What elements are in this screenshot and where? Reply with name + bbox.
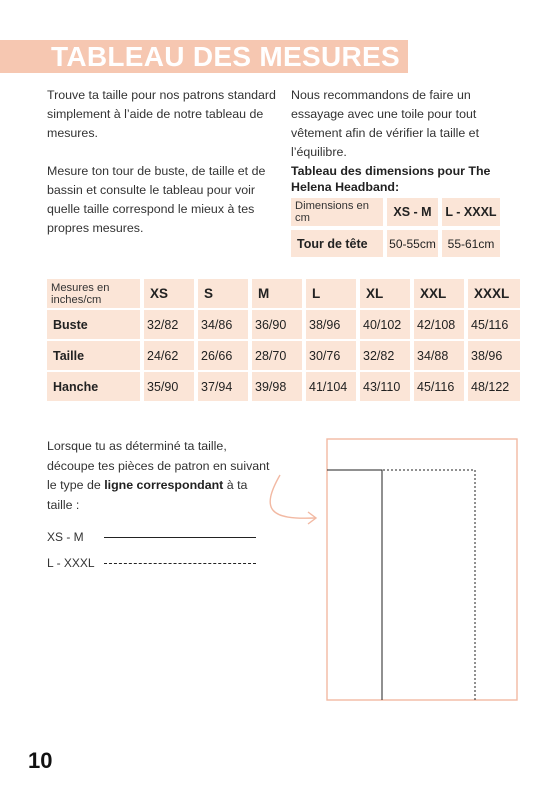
cell-hanche-xxl: 45/116	[414, 372, 464, 401]
pattern-dashed-line	[327, 470, 475, 700]
headband-row-label: Tour de tête	[291, 230, 383, 257]
pattern-solid-line	[327, 470, 382, 700]
cell-buste-s: 34/86	[198, 310, 248, 339]
row-label-taille: Taille	[47, 341, 140, 370]
headband-value-xs-m: 50-55cm	[387, 230, 438, 257]
size-table-header-label: Mesures en inches/cm	[47, 279, 140, 308]
legend-line-solid	[104, 537, 256, 538]
cell-taille-xl: 32/82	[360, 341, 410, 370]
headband-size-xs-m: XS - M	[387, 198, 438, 226]
size-header-xxxl: XXXL	[468, 279, 520, 308]
cell-hanche-xs: 35/90	[144, 372, 194, 401]
cutting-text-before: Lorsque tu as déterminé ta taille, découpe tes pièces de patron en suivant le type de	[47, 439, 270, 492]
headband-header-label: Dimensions en cm	[291, 198, 383, 226]
intro-paragraph-1: Trouve ta taille pour nos patrons standard simplement à l’aide de notre tableau de mesures.	[47, 88, 276, 140]
cell-buste-xxl: 42/108	[414, 310, 464, 339]
cell-buste-xxxl: 45/116	[468, 310, 520, 339]
cell-hanche-xxxl: 48/122	[468, 372, 520, 401]
size-header-xl: XL	[360, 279, 410, 308]
size-header-m: M	[252, 279, 302, 308]
size-header-xs: XS	[144, 279, 194, 308]
legend-label-l-xxxl: L - XXXL	[47, 556, 95, 570]
cell-buste-xl: 40/102	[360, 310, 410, 339]
size-header-l: L	[306, 279, 356, 308]
headband-size-l-xxxl: L - XXXL	[442, 198, 500, 226]
legend-label-xs-m: XS - M	[47, 530, 84, 544]
cell-hanche-l: 41/104	[306, 372, 356, 401]
page-title: TABLEAU DES MESURES	[51, 41, 400, 72]
cutting-text-bold: ligne correspondant	[104, 478, 224, 492]
cell-buste-xs: 32/82	[144, 310, 194, 339]
size-header-s: S	[198, 279, 248, 308]
cell-taille-xs: 24/62	[144, 341, 194, 370]
cutting-text-after: à ta taille :	[47, 478, 248, 512]
cell-taille-m: 28/70	[252, 341, 302, 370]
intro-paragraph-2: Mesure ton tour de buste, de taille et de bassin et consulte le tableau pour voir quelle taille correspond le mieux à tes propres mesures.	[47, 164, 266, 235]
intro-paragraph-3: Nous recommandons de faire un essayage avec une toile pour tout vêtement afin de vérifier la taille et l’équilibre.	[291, 88, 480, 159]
cell-taille-s: 26/66	[198, 341, 248, 370]
intro-left	[47, 86, 277, 257]
headband-value-l-xxxl: 55-61cm	[442, 230, 500, 257]
cell-taille-xxxl: 38/96	[468, 341, 520, 370]
cell-taille-l: 30/76	[306, 341, 356, 370]
cell-hanche-s: 37/94	[198, 372, 248, 401]
headband-heading: Tableau des dimensions pour The Helena Headband:	[291, 164, 491, 194]
cell-hanche-m: 39/98	[252, 372, 302, 401]
row-label-buste: Buste	[47, 310, 140, 339]
size-header-xxl: XXL	[414, 279, 464, 308]
legend-line-dashed	[104, 563, 256, 564]
cell-buste-m: 36/90	[252, 310, 302, 339]
row-label-hanche: Hanche	[47, 372, 140, 401]
page-number: 10	[28, 748, 53, 773]
cell-hanche-xl: 43/110	[360, 372, 410, 401]
cell-buste-l: 38/96	[306, 310, 356, 339]
pattern-frame	[327, 439, 517, 700]
cell-taille-xxl: 34/88	[414, 341, 464, 370]
pattern-illustration	[260, 430, 530, 710]
cutting-instructions	[47, 437, 272, 515]
